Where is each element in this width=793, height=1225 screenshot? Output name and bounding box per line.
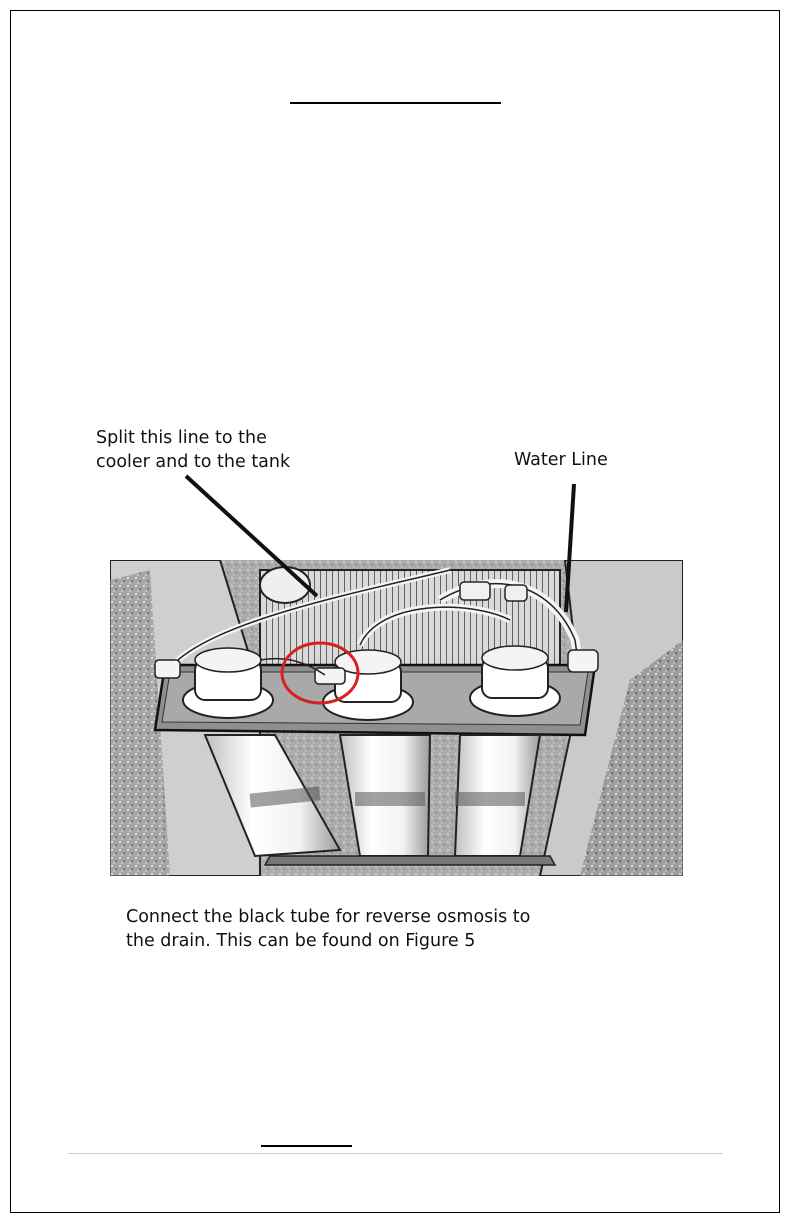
footer-underline — [261, 1145, 352, 1147]
split-line-callout-line-2: cooler and to the tank — [96, 452, 291, 472]
instruction-caption-line-1: Connect the black tube for reverse osmosis to — [126, 907, 531, 927]
title-underline — [290, 102, 501, 104]
split-line-callout-line-1: Split this line to the — [96, 428, 267, 448]
filter-assembly-illustration — [110, 560, 683, 876]
footer-divider — [68, 1153, 723, 1154]
split-line-callout — [96, 426, 290, 474]
water-line-callout: Water Line — [514, 450, 608, 470]
filter-assembly-photo — [110, 560, 683, 876]
instruction-caption-line-2: the drain. This can be found on Figure 5 — [126, 931, 476, 951]
instruction-caption — [126, 905, 530, 953]
